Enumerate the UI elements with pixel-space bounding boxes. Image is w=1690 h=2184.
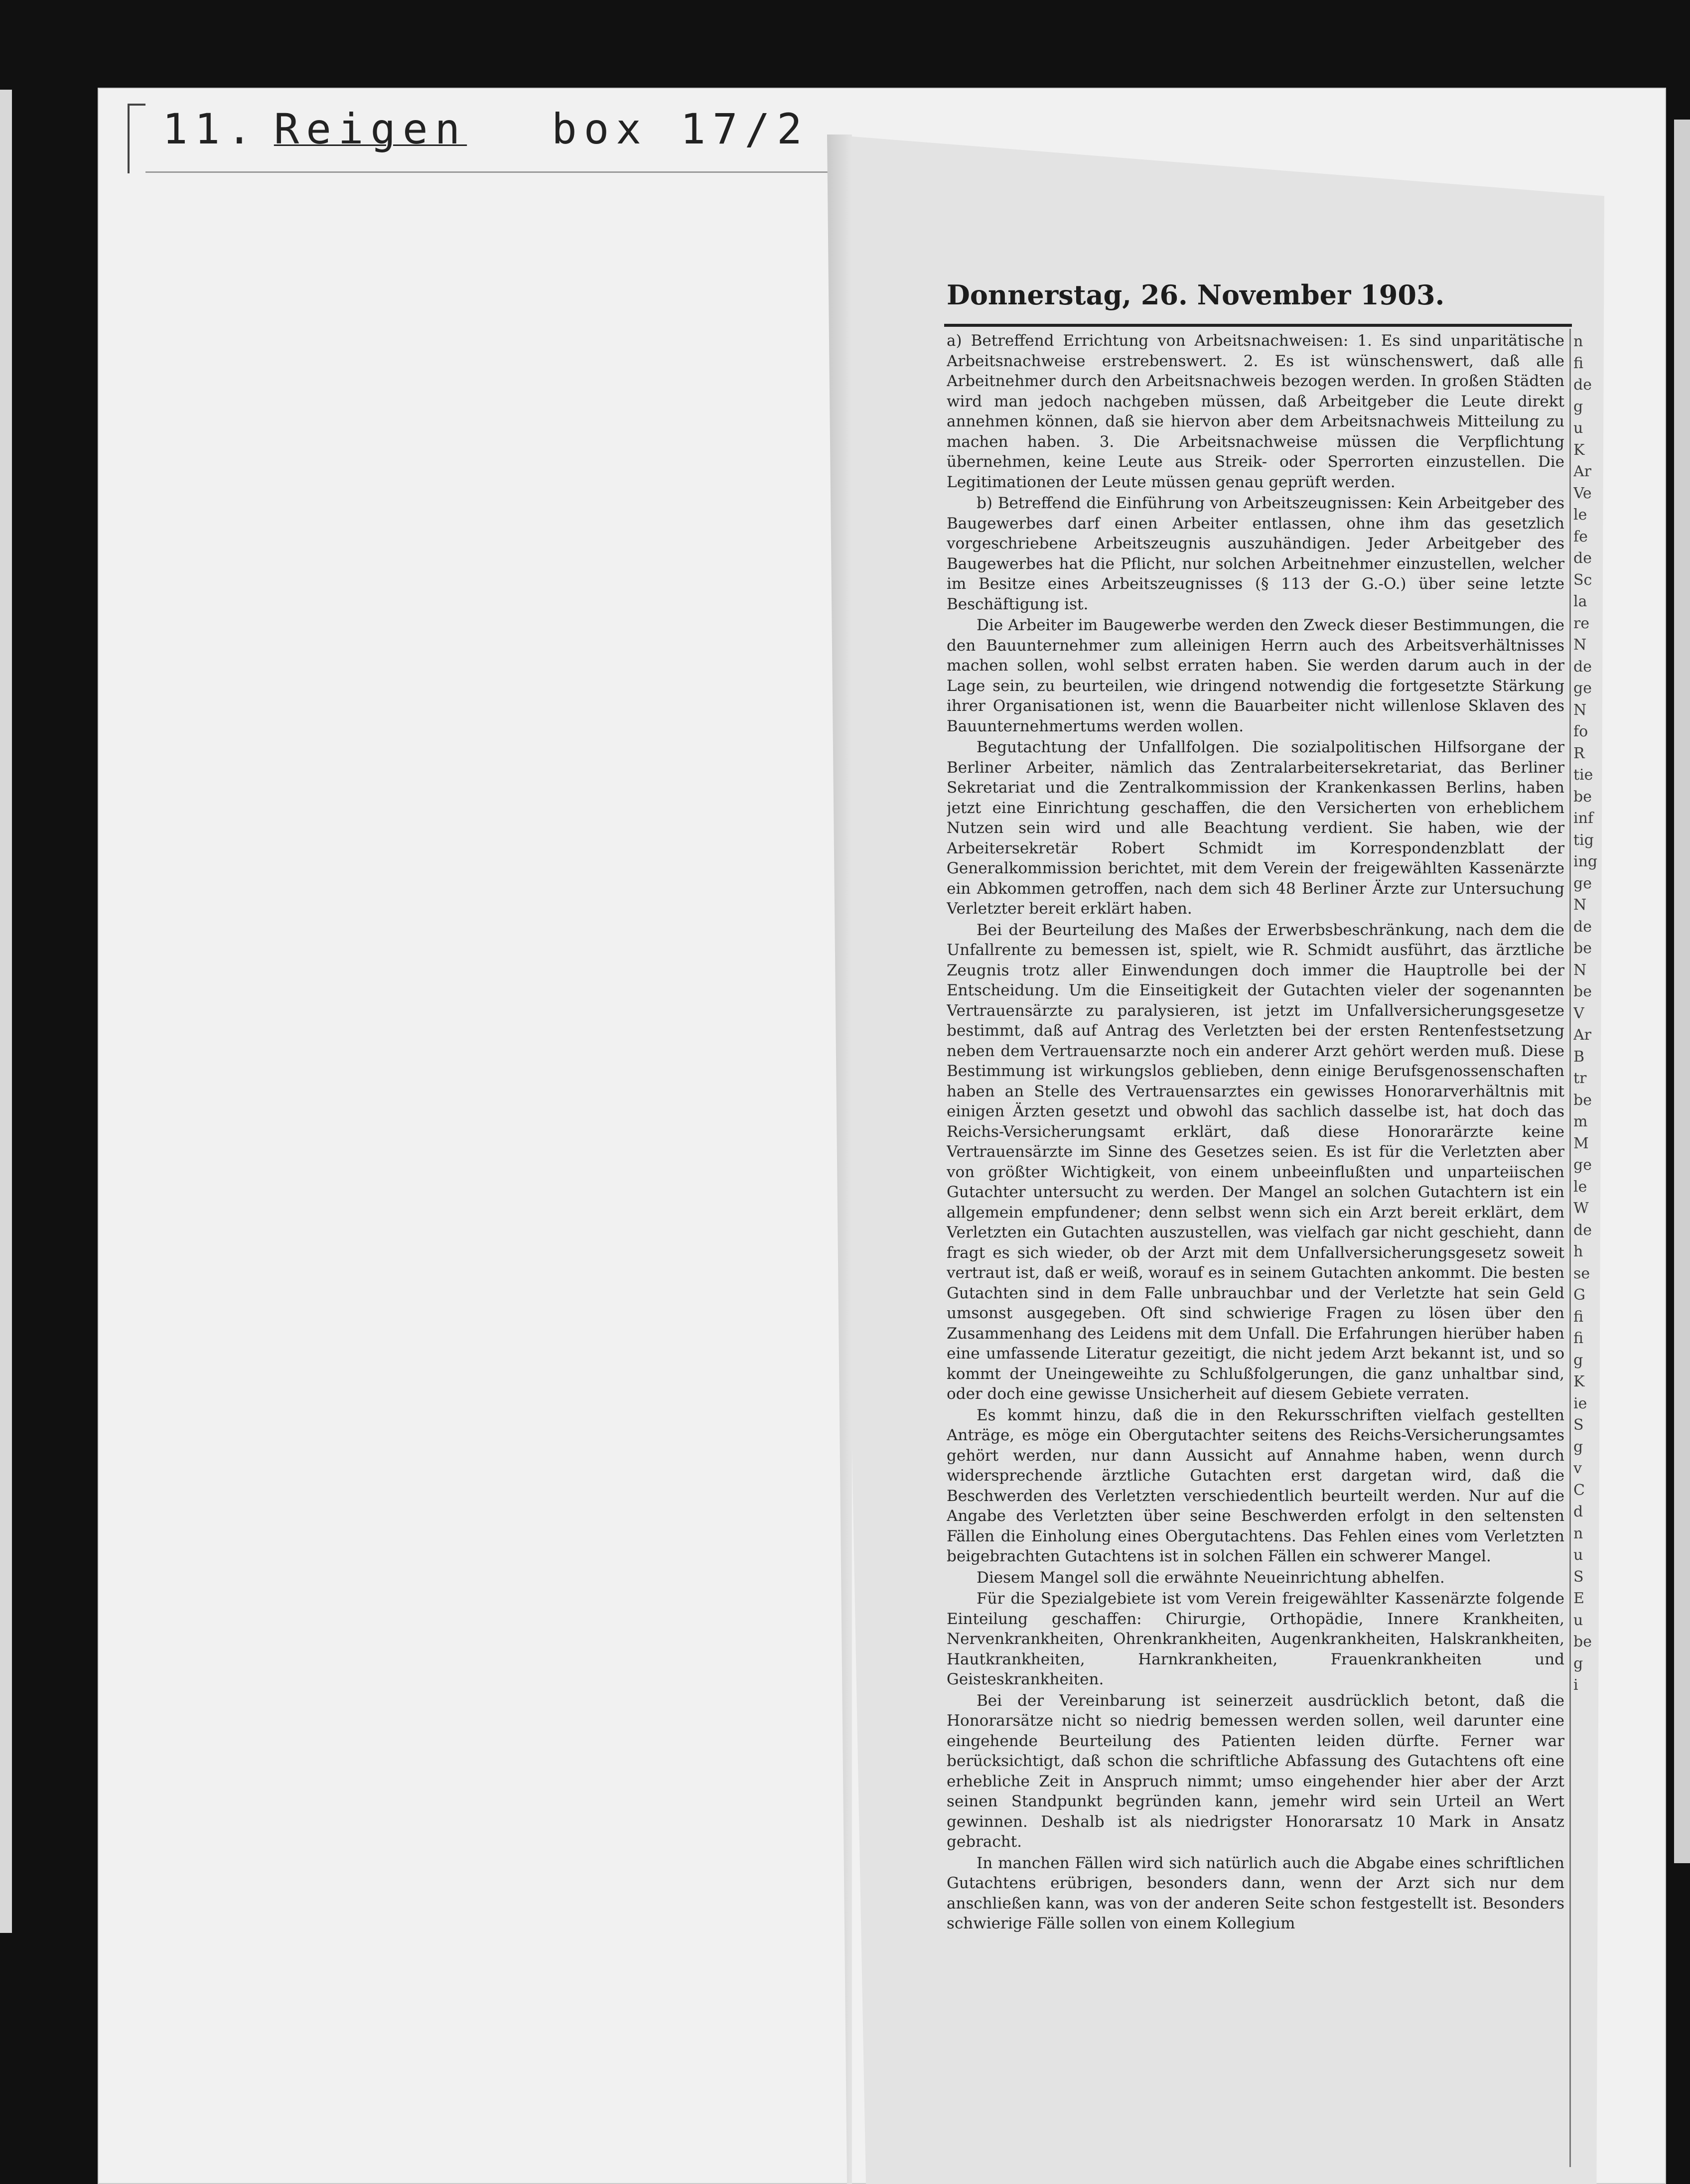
article-paragraph: Begutachtung der Unfallfolgen. Die sozialpolitischen Hilfsorgane der Berliner Arbeiter, nämlich das Zentralarbeitersekretariat, das Berliner Sekretariat und die Zentralkommission der Krankenkassen Berlins, haben jetzt eine Einrichtung geschaffen, die den Versicherten von erheblichem Nutzen sein wird und alle Beachtung verdient. Sie haben, wie der Arbeitersekretär Robert Schmidt im Korrespondenzblatt der Generalkommission berichtet, mit dem Verein der freigewählten Kassenärzte ein Abkommen getroffen, nach dem sich 48 Berliner Ärzte zur Untersuchung Verletzter bereit erklärt haben.	[947, 738, 1564, 918]
margin-fragment: be	[1573, 940, 1592, 957]
margin-fragment: g	[1573, 398, 1583, 415]
margin-fragment: i	[1573, 1676, 1578, 1694]
margin-fragment: K	[1573, 1373, 1585, 1390]
card-corner-mark-top	[128, 104, 145, 106]
margin-fragment: de	[1573, 658, 1592, 676]
margin-fragment: ge	[1573, 1156, 1592, 1174]
card-corner-mark	[128, 104, 130, 173]
card-title: Reigen	[274, 105, 467, 153]
card-header	[162, 105, 809, 153]
margin-fragment: S	[1573, 1568, 1584, 1586]
margin-fragment: u	[1573, 1611, 1583, 1629]
margin-fragment: n	[1573, 333, 1583, 350]
margin-fragment: ge	[1573, 874, 1592, 892]
margin-fragment: v	[1573, 1460, 1582, 1477]
margin-fragment: de	[1573, 918, 1592, 936]
margin-fragment: Sc	[1573, 571, 1592, 589]
margin-fragment: h	[1573, 1243, 1583, 1260]
margin-fragment: R	[1573, 744, 1585, 762]
margin-fragment: B	[1573, 1048, 1585, 1066]
article-paragraph: Für die Spezialgebiete ist vom Verein freigewählter Kassenärzte folgende Einteilung geschaffen: Chirurgie, Orthopädie, Innere Krankheiten, Nervenkrankheiten, Ohrenkrankheiten, Augenkrankheiten, Halskrankheiten, Hautkrankheiten, Harnkrankheiten, Frauenkrankheiten und Geisteskrankheiten.	[947, 1590, 1564, 1688]
margin-fragment: W	[1573, 1200, 1589, 1217]
margin-fragment: N	[1573, 961, 1587, 979]
margin-fragment: C	[1573, 1481, 1585, 1499]
margin-fragment: la	[1573, 593, 1587, 610]
column-divider	[1569, 329, 1571, 2167]
margin-fragment: u	[1573, 1546, 1583, 1564]
margin-fragment: fo	[1573, 723, 1588, 740]
clipping-article	[947, 331, 1564, 2164]
article-paragraph: Bei der Beurteilung des Maßes der Erwerbsbeschränkung, nach dem die Unfallrente zu bemessen ist, spielt, wie R. Schmidt ausführt, das ärztliche Zeugnis trotz aller Einwendungen doch immer die Hauptrolle bei der Entscheidung. Um die Einseitigkeit der Gutachten vieler der sogenannten Vertrauensärzte zu paralysieren, ist jetzt im Unfallversicherungsgesetze bestimmt, daß auf Antrag des Verletzten bei der ersten Rentenfestsetzung neben dem Vertrauensarzte noch ein anderer Arzt gehört werden muß. Diese Bestimmung ist wirkungslos geblieben, denn einige Berufsgenossenschaften haben an Stelle des Vertrauensarztes ein gewisses Honorarverhältnis mit einigen Ärzten gesetzt und obwohl das sachlich dasselbe ist, hat doch das Reichs-Versicherungsamt erklärt, daß diese Honorarärzte keine Vertrauensärzte im Sinne des Gesetzes seien. Es ist für die Verletzten aber von größter Wichtigkeit, von einem unbeeinflußten und unparteiischen Gutachter untersucht zu werden. Der Mangel an solchen Gutachtern ist ein allgemein empfundener; denn selbst wenn sich ein Arzt bereit erklärt, dem Verletzten ein Gutachten auszustellen, was vielfach gar nicht geschieht, dann fragt es sich wieder, ob der Arzt mit dem Unfallversicherungsgesetz soweit vertraut ist, daß er weiß, worauf es in seinem Gutachten ankommt. Die besten Gutachten sind in dem Falle unbrauchbar und der Verletzte hat sein Geld umsonst ausgegeben. Oft sind schwierige Fragen zu lösen über den Zusammenhang des Leidens mit dem Unfall. Die Erfahrungen hierüber haben eine umfassende Literatur gezeitigt, die nicht jedem Arzt bekannt ist, und so kommt der Uneingeweihte zu Schlußfolgerungen, die ganz unhaltbar sind, oder doch eine gewisse Unsicherheit auf diesem Gebiete verraten.	[947, 921, 1564, 1403]
article-paragraph: Bei der Vereinbarung ist seinerzeit ausdrücklich betont, daß die Honorarsätze nicht so niedrig bemessen werden sollen, weil darunter eine eingehende Beurteilung des Patienten leiden dürfte. Ferner war berücksichtigt, daß schon die schriftliche Abfassung des Gutachtens oft eine erhebliche Zeit in Anspruch nimmt; umso eingehender hier aber der Arzt seinen Standpunkt begründen kann, jemehr wird sein Urteil an Wert gewinnen. Deshalb ist als niedrigster Honorarsatz 10 Mark in Ansatz gebracht.	[947, 1691, 1564, 1851]
margin-fragment: S	[1573, 1416, 1584, 1434]
margin-fragment: N	[1573, 701, 1587, 719]
margin-fragment: M	[1573, 1134, 1589, 1152]
margin-fragment: de	[1573, 549, 1592, 567]
margin-fragment: G	[1573, 1286, 1585, 1304]
article-paragraph: Diesem Mangel soll die erwähnte Neueinrichtung abhelfen.	[977, 1568, 1445, 1587]
margin-fragment: be	[1573, 1633, 1592, 1650]
margin-fragment: ge	[1573, 680, 1592, 697]
margin-fragment: E	[1573, 1590, 1584, 1607]
margin-fragment: fi	[1573, 1308, 1584, 1326]
margin-fragment: Ar	[1573, 1026, 1592, 1044]
card-number: 11.	[162, 105, 259, 153]
article-paragraph: Es kommt hinzu, daß die in den Rekursschriften vielfach gestellten Anträge, es möge ein Obergutachter seitens des Reichs-Versicherungsamtes gehört werden, nur dann Aussicht auf Annahme haben, wenn durch widersprechende ärztliche Gutachten erst dargetan wird, daß die Beschwerden des Verletzten verschiedentlich beurteilt werden. Nur auf die Angabe des Verletzten über seine Beschwerden erfolgt in den seltensten Fällen die Einholung eines Obergutachtens. Das Fehlen eines vom Verletzten beigebrachten Gutachtens ist in solchen Fällen ein schwerer Mangel.	[947, 1406, 1564, 1565]
margin-fragment: tie	[1573, 766, 1593, 784]
margin-fragment: le	[1573, 506, 1587, 524]
margin-fragment: N	[1573, 896, 1587, 914]
margin-fragment: re	[1573, 614, 1590, 632]
margin-fragment: inf	[1573, 810, 1594, 827]
margin-fragment: g	[1573, 1351, 1583, 1369]
clipping-date-line: Donnerstag, 26. November 1903.	[947, 279, 1445, 311]
margin-fragment: tr	[1573, 1070, 1587, 1087]
margin-fragment: fe	[1573, 528, 1588, 546]
margin-fragment: le	[1573, 1178, 1587, 1196]
margin-fragment: d	[1573, 1503, 1583, 1520]
article-paragraph: Die Arbeiter im Baugewerbe werden den Zweck dieser Bestimmungen, die den Bauunternehmer zum alleinigen Herrn auch des Arbeitsverhältnisses machen sollen, wohl selbst erraten haben. Sie werden darum auch in der Lage sein, zu beurteilen, wie dringend notwendig die fortgesetzte Stärkung ihrer Organisationen ist, wenn die Bauarbeiter nicht willenlose Sklaven des Bauunternehmertums werden wollen.	[947, 616, 1564, 735]
margin-fragment: Ve	[1573, 484, 1592, 502]
margin-fragment: Ar	[1573, 463, 1592, 480]
margin-fragment: de	[1573, 1221, 1592, 1239]
margin-fragment: K	[1573, 441, 1585, 459]
adjacent-page-edge-left	[0, 90, 12, 1933]
margin-fragment: de	[1573, 376, 1592, 394]
margin-fragment: V	[1573, 1004, 1584, 1022]
margin-fragment: N	[1573, 636, 1587, 654]
article-paragraph: In manchen Fällen wird sich natürlich auch die Abgabe eines schriftlichen Gutachtens erübrigen, besonders dann, wenn der Arzt sich nur dem anschließen kann, was von der anderen Seite schon festgestellt ist. Besonders schwierige Fälle sollen von einem Kollegium	[947, 1854, 1564, 1932]
article-paragraph: a) Betreffend Errichtung von Arbeitsnachweisen: 1. Es sind unparitätische Arbeitsnachweise erstrebenswert. 2. Es ist wünschenswert, daß alle Arbeitnehmer durch den Arbeitsnachweis bezogen werden. In großen Städten wird man jedoch nachgeben müssen, daß Arbeitgeber die Leute direkt annehmen können, daß sie hiervon aber dem Arbeitsnachweis Mitteilung zu machen haben. 3. Die Arbeitsnachweise müssen die Verpflichtung übernehmen, keine Leute aus Streik- oder Sperrorten einzustellen. Die Legitimationen der Leute müssen genau geprüft werden.	[947, 332, 1564, 491]
margin-fragment: se	[1573, 1264, 1590, 1282]
header-rule	[145, 171, 863, 173]
adjacent-column-fragments	[1573, 331, 1597, 2164]
margin-fragment: be	[1573, 983, 1592, 1000]
margin-fragment: n	[1573, 1524, 1583, 1542]
margin-fragment: be	[1573, 788, 1592, 806]
adjacent-page-edge-right	[1674, 120, 1690, 1863]
margin-fragment: ing	[1573, 853, 1597, 870]
box-label: box 17/2	[552, 105, 809, 153]
margin-fragment: m	[1573, 1113, 1588, 1130]
margin-fragment: fi	[1573, 1330, 1584, 1347]
masthead-rule	[944, 324, 1572, 327]
margin-fragment: g	[1573, 1654, 1583, 1672]
margin-fragment: be	[1573, 1091, 1592, 1109]
margin-fragment: u	[1573, 419, 1583, 437]
article-paragraph: b) Betreffend die Einführung von Arbeitszeugnissen: Kein Arbeitgeber des Baugewerbes darf einen Arbeiter entlassen, ohne ihm das gesetzlich vorgeschriebene Arbeitszeugnis auszuhändigen. Jeder Arbeitgeber des Baugewerbes hat die Pflicht, nur solchen Arbeitnehmer einzustellen, welcher im Besitze eines Arbeitszeugnisses (§ 113 der G.-O.) über seine letzte Beschäftigung ist.	[947, 494, 1564, 613]
margin-fragment: g	[1573, 1438, 1583, 1456]
margin-fragment: ie	[1573, 1394, 1587, 1412]
margin-fragment: fi	[1573, 354, 1584, 372]
margin-fragment: tig	[1573, 831, 1594, 849]
